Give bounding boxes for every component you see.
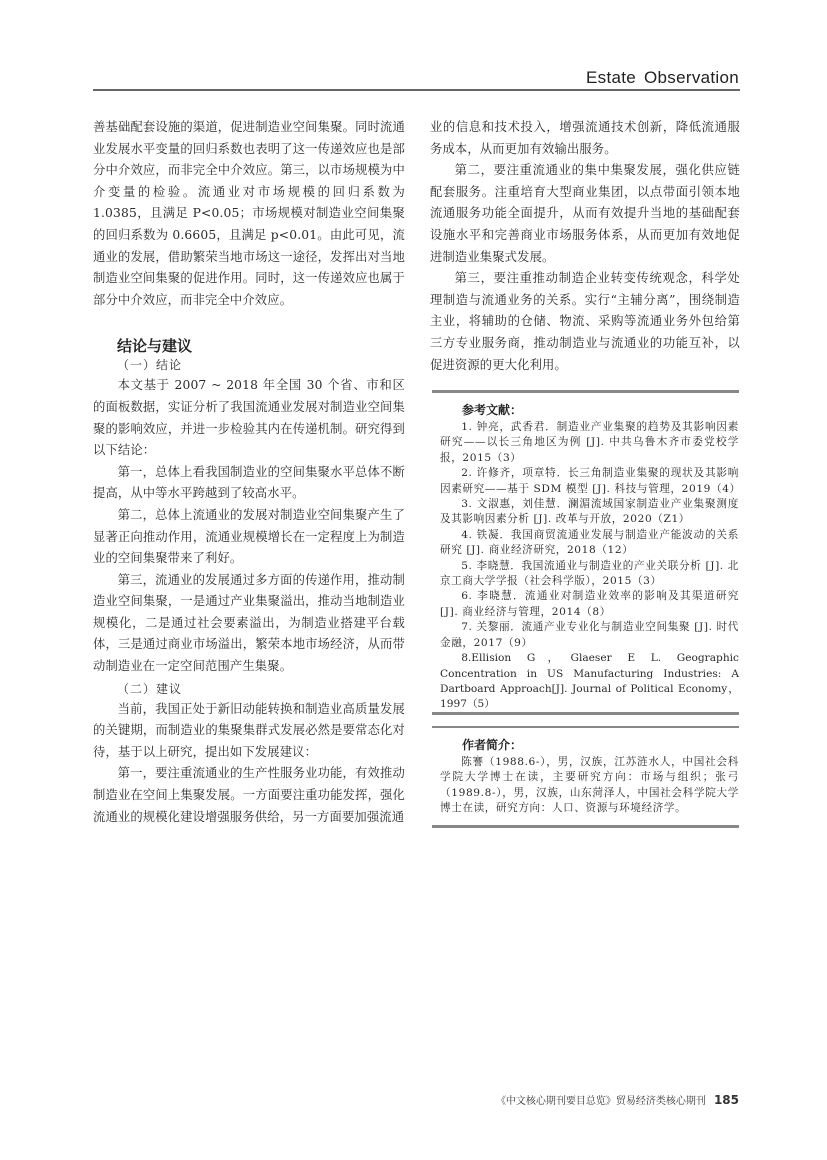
body-paragraph: 当前，我国正处于新旧动能转换和制造业高质量发展的关键期，而制造业的集聚集群式发展必然是要常态化对待，基于以上研究，提出如下发展建议： [93,701,405,759]
author-bio-text: 陈謇（1988.6-），男，汉族，江苏涟水人，中国社会科学院大学博士在读，主要研究方向：市场与组织；张弓（1989.8-），男，汉族，山东菏泽人，中国社会科学院大学博士在读，研究方向：人口、资源与环境经济学。 [440,756,739,815]
reference-item: 6. 李晓慧．流通业对制造业效率的影响及其渠道研究 [J]. 商业经济与管理，2014（8） [440,590,739,618]
footer-journal-label: 《中文核心期刊要目总览》贸易经济类核心期刊 [495,1096,706,1107]
author-bio-top-rule [432,726,739,728]
subsection-heading-suggestions: （二）建议 [117,681,183,696]
reference-item: 2. 许修齐，项章特．长三角制造业集聚的现状及其影响因素研究——基于 SDM 模型 [J]. 科技与管理，2019（4） [440,467,741,495]
reference-item: 4. 铁凝．我国商贸流通业发展与制造业产能波动的关系研究 [J]. 商业经济研究，2018（12） [440,528,739,557]
body-paragraph: 业的信息和技术投入，增强流通技术创新，降低流通服务成本，从而更加有效输出服务。 [430,120,740,156]
body-paragraph: 本文基于 2007 ~ 2018 年全国 30 个省、市和区的面板数据，实证分析了我国流通业发展对制造业空间集聚的影响效应，并进一步检验其内在传递机制。研究得到以下结论： [93,378,405,458]
author-bio-title: 作者简介： [462,738,523,752]
reference-item: 8.Ellision G，Glaeser E L. Geographic Concentration in US Manufacturing Industries: A Dartboard Approach[J]. Journal of Political Economy，1997（5） [440,652,739,711]
body-paragraph: 第三，流通业的发展通过多方面的传递作用，推动制造业空间集聚，一是通过产业集聚溢出，推动当地制造业规模化，二是通过社会要素溢出，为制造业搭建平台载体，三是通过商业市场溢出，繁荣本地市场经济，从而带动制造业在一定空间范围产生集聚。 [93,572,405,674]
reference-item: 3. 文淑惠，刘佳慧．澜湄流域国家制造业产业集聚测度及其影响因素分析 [J]. 改革与开放，2020（Z1） [440,498,739,526]
author-bio-box [432,735,739,817]
body-paragraph: 第二，总体上流通业的发展对制造业空间集聚产生了显著正向推动作用，流通业规模增长在一定程度上为制造业的空间集聚带来了利好。 [93,507,405,566]
body-paragraph: 第二，要注重流通业的集中集聚发展，强化供应链配套服务。注重培育大型商业集团，以点带面引领本地流通服务功能全面提升，从而有效提升当地的基础配套设施水平和完善商业市场服务体系，从而更加有效地促进制造业集聚式发展。 [430,163,740,264]
reference-item: 5. 李晓慧．我国流通业与制造业的产业关联分析 [J]. 北京工商大学学报（社会科学版），2015（3） [440,559,739,588]
reference-item: 7. 关黎丽．流通产业专业化与制造业空间集聚 [J]. 时代金融，2017（9） [440,621,739,649]
body-paragraph: 第一，总体上看我国制造业的空间集聚水平总体不断提高，从中等水平跨越到了较高水平。 [93,464,405,501]
header-divider [93,89,740,91]
page-number: 185 [713,1093,739,1107]
page-footer [496,1092,739,1107]
body-paragraph: 善基础配套设施的渠道，促进制造业空间集聚。同时流通业发展水平变量的回归系数也表明了这一传递效应也是部分中介效应，而非完全中介效应。第三，以市场规模为中介变量的检验。流通业对市场规模的回归系数为 1.0385，且满足 P<0.05；市场规模对制造业空间集聚的回归系数为 0.6605，且满足 p<0.01。由此可见，流通业的发展，借助繁荣当地市场这一途径，发挥出对当地制造业空间集聚的促进作用。同时，这一传递效应也属于部分中介效应，而非完全中介效应。 [93,120,405,307]
references-bottom-rule [432,712,739,715]
left-column [93,117,405,828]
references-title: 参考文献： [462,403,523,417]
running-header-title: Estate Observation [586,68,739,87]
section-heading: 结论与建议 [117,337,193,356]
body-paragraph: 第一，要注重流通业的生产性服务业功能，有效推动制造业在空间上集聚发展。一方面要注重功能发挥，强化流通业的规模化建设增强服务供给，另一方面要加强流通 [93,766,405,824]
references-box [432,400,739,713]
reference-item: 1. 钟亮，武香君．制造业产业集聚的趋势及其影响因素研究——以长三角地区为例 [J]. 中共乌鲁木齐市委党校学报，2015（3） [440,421,739,464]
subsection-heading-conclusion: （一）结论 [117,358,183,373]
references-top-rule [432,390,739,393]
author-bio-bottom-rule [432,825,739,828]
right-column [430,117,740,376]
body-paragraph: 第三，要注重推动制造企业转变传统观念，科学处理制造与流通业务的关系。实行“主辅分离”，围绕制造主业，将辅助的仓储、物流、采购等流通业务外包给第三方专业服务商，推动制造业与流通业的功能互补，以促进资源的更大化利用。 [430,271,740,372]
